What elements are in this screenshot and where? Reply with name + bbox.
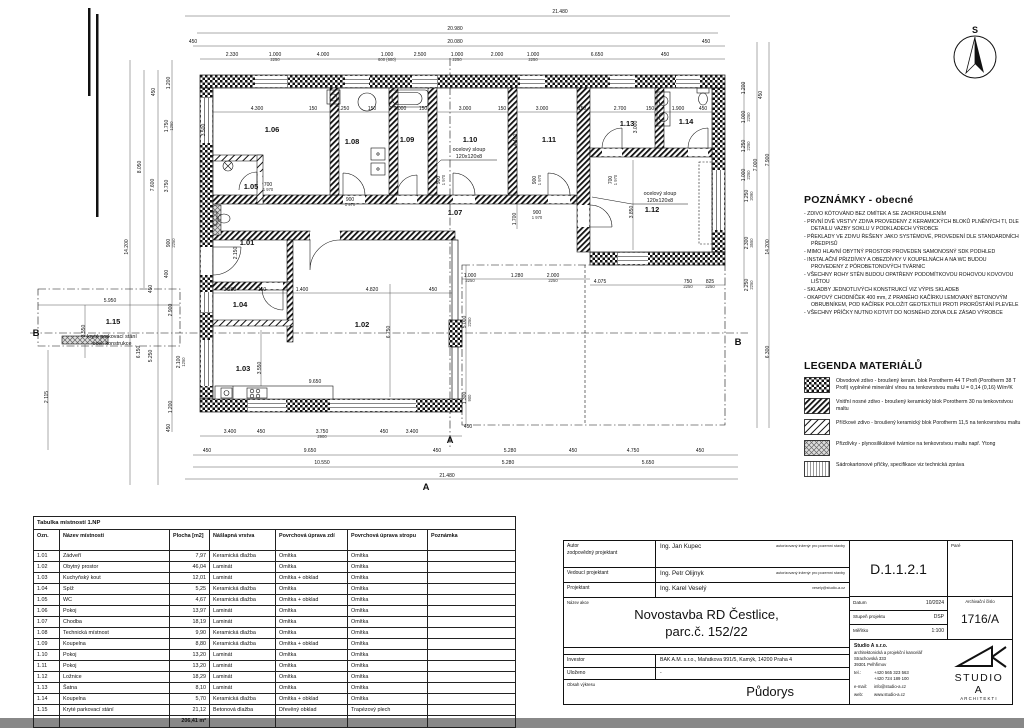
table-total-row: 206,41 m² (34, 716, 516, 728)
dim-label: 450 (166, 423, 172, 433)
dimsub-label: 2250 (170, 238, 176, 248)
dim-label: 1.000 (450, 52, 464, 58)
dim-label: 3.400 (405, 429, 419, 435)
lead-note: autorizovaný inženýr pro pozemní stavby (775, 571, 845, 575)
col-uprava-zdi: Povrchová úprava zdí (276, 530, 348, 551)
room-table-header (34, 530, 516, 551)
dimsub-label: 1 970 (536, 174, 542, 186)
table-row: 1.12 Ložnice 18,29 Laminát Omítka Omítka (34, 672, 516, 683)
dim-label: 2.000 (393, 106, 407, 112)
author-note: autorizovaný inženýr pro pozemní stavby (775, 544, 845, 548)
note-item: - ZDIVO KÓTOVÁNO BEZ OMÍTEK A SE ZAOKROUHLENÍM (804, 211, 947, 217)
table-row: 1.05 WC 4,67 Keramická dlažba Omítka + obklad Omítka (34, 595, 516, 606)
legend-item-label: Vnitřní nosné zdivo - broušený keramický blok Porotherm 30 na tenkovrstvou maltu (836, 399, 1013, 413)
legend-items (804, 377, 1022, 477)
dim-label: 450 (428, 287, 438, 293)
dim-label: 5.280 (501, 460, 515, 466)
stored-value: - (660, 670, 662, 676)
dim-label: 1.250 (741, 139, 747, 153)
dim-label: 4.820 (365, 287, 379, 293)
dim-label: 2.150 (233, 246, 239, 260)
drawing-number: D.1.1.2.1 (850, 541, 948, 596)
dim-label: 5.280 (503, 448, 517, 454)
dimsub-label: 1250 (180, 357, 186, 367)
drawing-name: Půdorys (746, 684, 794, 699)
dimsub-label: 3550 (748, 238, 754, 248)
notes-title: POZNÁMKY - obecné (804, 194, 914, 206)
dim-label: 900 (532, 210, 542, 216)
dim-label: 4.000 (316, 52, 330, 58)
dim-label: 2.250 (336, 106, 350, 112)
dim-label: 2.115 (44, 390, 50, 404)
dimsub-label: 2250 (466, 317, 472, 327)
archive-number: 1716/A (960, 612, 1000, 626)
dim-label: 700 (608, 175, 614, 185)
dimsub-label: 1 970 (262, 186, 274, 192)
room-label: 1.04 (232, 300, 248, 309)
dim-label: 10.550 (314, 460, 330, 466)
studio-info: Studio A s.r.o. architektonická a projekční kancelář Strachovská 333 39301 Pelhřimov tel.: +420 565 323 563 +420 724 189 100 e-mail: info@studio-a.cz web: www.studio-a.cz (854, 643, 923, 698)
dim-label: 1.200 (166, 76, 172, 90)
dim-label: 4.400 (513, 133, 519, 147)
dim-label: 450 (660, 52, 670, 58)
dim-label: 1.200 (168, 400, 174, 414)
legend-item-label: Příčkové zdivo - broušený keramický blok Porotherm 11,5 na tenkovrstvou maltu (836, 420, 1021, 426)
dim-label: 1.000 (268, 52, 282, 58)
table-row: 1.08 Technická místnost 9,90 Keramická dlažba Omítka Omítka (34, 628, 516, 639)
annot-label: kryté parkovací stání (87, 334, 137, 340)
material-legend (804, 360, 1022, 482)
table-row: 1.15 Kryté parkovací stání 21,12 Betonová dlažba Dřevěný obklad Trapézový plech (34, 705, 516, 716)
dim-label: 8.050 (137, 160, 143, 174)
dimsub-label: 2900 (317, 433, 327, 439)
dim-label: 3.750 (164, 179, 170, 193)
dim-label: 2.100 (176, 355, 182, 369)
dimsub-label: 2250 (748, 280, 754, 290)
dim-label: 450 (188, 39, 198, 45)
dimsub-label: 2250 (528, 56, 538, 62)
investor-label: Investor (564, 655, 656, 667)
note-item: - PŘEKLADY VE ZDIVU ŘEŠENY JAKO SYSTÉMOVÉ, PROVEDENÍ DLE STANDARDNÍCH PŘEDPISŮ (804, 234, 1019, 248)
dim-label: 14.200 (765, 239, 771, 255)
dim-label: 1.750 (164, 119, 170, 133)
table-row: 1.07 Chodba 18,19 Laminát Omítka Omítka (34, 617, 516, 628)
annot-label: ocelový sloup (643, 191, 677, 197)
dim-label: 450 (432, 448, 442, 454)
notes-panel (804, 194, 1020, 318)
dim-label: 450 (256, 429, 266, 435)
dimsub-label: 1 970 (612, 174, 618, 186)
dim-label: 750 (683, 279, 693, 285)
table-row: 1.06 Pokoj 13,97 Laminát Omítka Omítka (34, 606, 516, 617)
dimsub-label: 2250 (745, 141, 751, 151)
dim-label: 450 (463, 424, 473, 430)
note-item: - MIMO HLAVNÍ OBYTNÝ PROSTOR PROVEDEN SAMONOSNÝ SDK PODHLED (804, 249, 996, 256)
dim-label: 6.300 (765, 345, 771, 359)
property-boundary-lines (88, 8, 99, 217)
col-plocha: Plocha [m2] (170, 530, 210, 551)
annot-label: ocelový sloup (452, 147, 486, 153)
legend-item-label: Sádrokartonové příčky, specifikace viz technická zpráva (836, 462, 965, 468)
dim-label: 21.480 (439, 473, 455, 479)
designer-label: Projektant (564, 583, 656, 597)
legend-title: LEGENDA MATERIÁLŮ (804, 360, 923, 372)
studio-logo: STUDIO A ARCHITEKTI (950, 643, 1008, 701)
dim-label: 5.950 (103, 298, 117, 304)
dim-label: 4.750 (626, 448, 640, 454)
dim-label: 20.980 (447, 26, 463, 32)
col-nazev: Název místnosti (60, 530, 170, 551)
room-label: 1.07 (447, 208, 463, 217)
pare-label: Paré (951, 543, 961, 548)
table-row: 1.09 Koupelna 8,80 Keramická dlažba Omítka + obklad Omítka (34, 639, 516, 650)
sect-label: B (32, 328, 40, 339)
glazed-wall (452, 240, 458, 399)
scale-label: Měřítko (853, 628, 869, 633)
legend-swatch (804, 419, 830, 435)
room-label: 1.02 (354, 320, 370, 329)
fixtures (62, 88, 712, 399)
sect-label: A (446, 435, 454, 446)
sect-label: A (422, 482, 430, 493)
dim-label: 1.000 (526, 52, 540, 58)
north-arrow (954, 36, 996, 78)
sect-label: B (734, 337, 742, 348)
dim-label: 2.700 (613, 106, 627, 112)
dimsub-label: 2250 (452, 56, 462, 62)
dim-label: 150 (577, 106, 587, 112)
legend-item (804, 461, 1022, 477)
room-label: 1.11 (541, 135, 557, 144)
dim-label: 900 (436, 175, 442, 185)
note-item: - OKAPOVÝ CHODNÍČEK 400 mm, Z PRANÉHO KAČÍRKU LEMOVANÝ BETONOVÝM OBRUBNÍKEM, POD KAČÍREK POLOŽIT GEOTEXTILII PROTI PRORŮSTÁNÍ PLEVELE (804, 295, 1019, 309)
col-uprava-stropu: Povrchová úprava stropu (348, 530, 428, 551)
dim-label: 900 (532, 175, 538, 185)
table-row: 1.01 Zádveří 7,97 Keramická dlažba Omítka Omítka (34, 551, 516, 562)
dim-label: 3.500 (201, 123, 207, 137)
dim-label: 2.300 (744, 236, 750, 250)
room-label: 1.12 (644, 205, 660, 214)
table-row: 1.02 Obytný prostor 46,04 Laminát Omítka Omítka (34, 562, 516, 573)
legend-item-label: Obvodové zdivo - broušený keram. blok Porotherm 44 T Profi (Porotherm 38 T Profi) vyplněné minerální vlnou na tenkovrstvou maltu U = 0,14 (0,16) W/m²K (836, 378, 1016, 392)
project-label: Název akce (567, 600, 589, 605)
dim-label: 450 (379, 429, 389, 435)
legend-swatch (804, 398, 830, 414)
room-label: 1.10 (462, 135, 478, 144)
dimsub-label: 2250 (745, 170, 751, 180)
dimsub-label: 600 (600) (378, 56, 396, 62)
room-label: 1.08 (344, 137, 360, 146)
legend-swatch (804, 377, 830, 393)
dim-label: 9.650 (308, 379, 322, 385)
dim-label: 4.075 (593, 279, 607, 285)
dimsub-label: 1 970 (531, 214, 543, 220)
dim-label: 3.000 (458, 106, 472, 112)
dim-label: 6.150 (136, 345, 142, 359)
dimsub-label: 1 970 (344, 201, 356, 207)
dim-label: 2.500 (413, 52, 427, 58)
lead-name: Ing. Petr Olijnyk (660, 570, 704, 577)
dim-label: 700 (263, 182, 273, 188)
table-row: 1.03 Kuchyňský kout 12,01 Laminát Omítka + obklad Omítka (34, 573, 516, 584)
dim-label: 450 (202, 448, 212, 454)
dimsub-label: 2090 (748, 191, 754, 201)
dim-label: 3.000 (535, 106, 549, 112)
note-item: - VŠECHNY PŘÍČKY NUTNO KOTVIT DO NOSNÉHO ZDIVA DLE ZÁSAD VÝROBCE (804, 310, 1003, 317)
dim-label: 5.000 (462, 315, 468, 329)
legend-swatch (804, 461, 830, 477)
table-row: 1.11 Pokoj 13,20 Laminát Omítka Omítka (34, 661, 516, 672)
col-ozn: Ozn. (34, 530, 60, 551)
dim-label: 3.280 (223, 287, 237, 293)
investor-value: BAK A.M. s.r.o., Mařatkova 991/5, Kamýk, 14200 Praha 4 (660, 657, 793, 663)
table-row: 1.13 Šatna 8,10 Laminát Omítka Omítka (34, 683, 516, 694)
scale-value: 1:100 (931, 628, 944, 634)
dim-label: 450 (758, 90, 764, 100)
lead-label: Vedoucí projektant (564, 568, 656, 582)
dim-label: 5.250 (148, 349, 154, 363)
dimsub-label: 2250 (745, 112, 751, 122)
dim-label: 1.700 (512, 212, 518, 226)
dim-label: 3.400 (223, 429, 237, 435)
legend-item (804, 377, 1022, 393)
author-name: Ing. Jan Kupec (660, 543, 702, 550)
annot-label: 120x120x8 (455, 154, 483, 160)
stage-value: DSP (933, 614, 944, 620)
dim-label: 6.750 (386, 325, 392, 339)
dimsub-label: 2250 (270, 56, 280, 62)
legend-item (804, 419, 1022, 435)
dim-label: 825 (705, 279, 715, 285)
dim-label: 2.000 (546, 273, 560, 279)
dim-label: 450 (701, 39, 711, 45)
table-row: 1.10 Pokoj 13,20 Laminát Omítka Omítka (34, 650, 516, 661)
note-item: - SKLADBY JEDNOTLIVÝCH KONSTRUKCÍ VIZ VÝPIS SKLADEB (804, 287, 959, 294)
dim-label: 1.400 (295, 287, 309, 293)
dim-label: 900 (345, 197, 355, 203)
dim-label: 3.850 (629, 205, 635, 219)
dim-label: 150 (308, 106, 318, 112)
dimsub-label: 2250 (465, 277, 475, 283)
dim-label: 1.000 (380, 52, 394, 58)
col-poznamka: Poznámka (428, 530, 516, 551)
dimsub-label: 2250 (705, 283, 715, 289)
dim-label: 5.650 (641, 460, 655, 466)
dim-label: 150 (367, 106, 377, 112)
dim-label: 1.250 (744, 189, 750, 203)
dim-label: 2.000 (490, 52, 504, 58)
dim-label: 1.000 (463, 273, 477, 279)
dim-label: 2.330 (225, 52, 239, 58)
dim-label: 3.550 (81, 324, 87, 338)
dim-label: 2.250 (744, 278, 750, 292)
dimsub-label: 900 (466, 394, 472, 402)
annot-label: ocel. konstrukce (92, 341, 132, 347)
date-value: 10/2024 (925, 600, 944, 606)
annot-label: 120x120x8 (646, 198, 674, 204)
dim-label: 3.550 (257, 361, 263, 375)
dim-label: 150 (497, 106, 507, 112)
dimsub-label: 1 970 (440, 174, 446, 186)
note-item: - PRVNÍ DVĚ VRSTVY ZDIVA PROVEDENY Z KERAMICKÝCH BLOKŮ PLNĚNÝCH TI, DLE DETAILU VAZBY SOKLU V PODKLADECH VÝROBCE (804, 219, 1019, 233)
notes-list (804, 211, 1020, 317)
dim-label: 7.600 (150, 178, 156, 192)
dim-label: 450 (151, 87, 157, 97)
legend-swatch (804, 440, 830, 456)
date-label: Datum (853, 600, 867, 605)
dim-label: 450 (568, 448, 578, 454)
dim-label: 400 (164, 269, 170, 279)
dim-label: 900 (166, 238, 172, 248)
dim-label: 14.200 (124, 239, 130, 255)
dim-label: 1.200 (741, 81, 747, 95)
stored-label: Uloženo (564, 668, 656, 679)
archive-label: Archivační číslo (965, 599, 995, 604)
dim-label: 21.480 (552, 9, 568, 15)
dim-label: 3.000 (633, 120, 639, 134)
room-label: 1.01 (239, 238, 255, 247)
dim-label: 7.000 (753, 158, 759, 172)
dim-label: 450 (148, 284, 154, 294)
col-naslapna: Nášlapná vrstva (210, 530, 276, 551)
dim-label: 7.900 (765, 153, 771, 167)
dim-label: 450 (698, 106, 708, 112)
dim-label: 6.650 (590, 52, 604, 58)
stage-label: Stupeň projektu (853, 614, 886, 619)
dim-label: 1.280 (510, 273, 524, 279)
dim-label: 4.300 (250, 106, 264, 112)
room-label: 1.06 (264, 125, 280, 134)
project-title: Novostavba RD Čestlice, parc.č. 152/22 (634, 607, 779, 639)
room-label: 1.13 (619, 119, 635, 128)
table-row: 1.14 Koupelna 5,70 Keramická dlažba Omítka + obklad Omítka (34, 694, 516, 705)
table-row: 1.04 Spíž 5,25 Keramická dlažba Omítka Omítka (34, 584, 516, 595)
room-label: 1.15 (105, 317, 121, 326)
room-label: 1.09 (399, 135, 415, 144)
dimsub-label: 2250 (548, 277, 558, 283)
title-block (563, 540, 1013, 705)
author-label: Autor zodpovědný projektant (564, 541, 656, 567)
room-label: 1.05 (243, 182, 259, 191)
dimsub-label: 2250 (683, 283, 693, 289)
dim-label: 20.080 (447, 39, 463, 45)
room-label: 1.14 (678, 117, 694, 126)
dim-label: 1.900 (671, 106, 685, 112)
room-table (33, 516, 516, 728)
dim-label: 150 (645, 106, 655, 112)
north-label: S (971, 25, 979, 35)
dimsub-label: 1250 (168, 121, 174, 131)
dim-label: 3.750 (315, 429, 329, 435)
dim-label: 9.650 (303, 448, 317, 454)
dim-label: 1.000 (741, 168, 747, 182)
room-label: 1.03 (235, 364, 251, 373)
room-table-title: Tabulka místností 1.NP (34, 517, 516, 530)
dim-label: 150 (257, 287, 267, 293)
dim-label: 2.900 (168, 303, 174, 317)
content-label: Obsah výkresu (567, 682, 595, 687)
note-item: - INSTALAČNÍ PŘIZDÍVKY A OBEZDÍVKY V KOUPELNÁCH A NA WC BUDOU PROVEDENY Z PÓROBETONOVÝCH TVÁRNIC (804, 257, 987, 271)
dim-label: 1.000 (741, 110, 747, 124)
designer-name: Ing. Karel Veselý (660, 585, 707, 592)
designer-note: vesely@studio-a.cz (812, 586, 845, 590)
legend-item-label: Přizdívky - plynosilikátové tvárnice na tenkovrstvou maltu např. Ytong (836, 441, 996, 447)
note-item: - VŠECHNY ROHY STĚN BUDOU OPATŘENY PODOMÍTKOVOU ROHOVOU KOVOVOU LIŠTOU (804, 272, 1014, 286)
dim-label: 150 (418, 106, 428, 112)
dim-label: 1.300 (462, 391, 468, 405)
dim-label: 450 (695, 448, 705, 454)
legend-item (804, 398, 1022, 414)
legend-item (804, 440, 1022, 456)
studio-logo-mark (950, 645, 1008, 671)
